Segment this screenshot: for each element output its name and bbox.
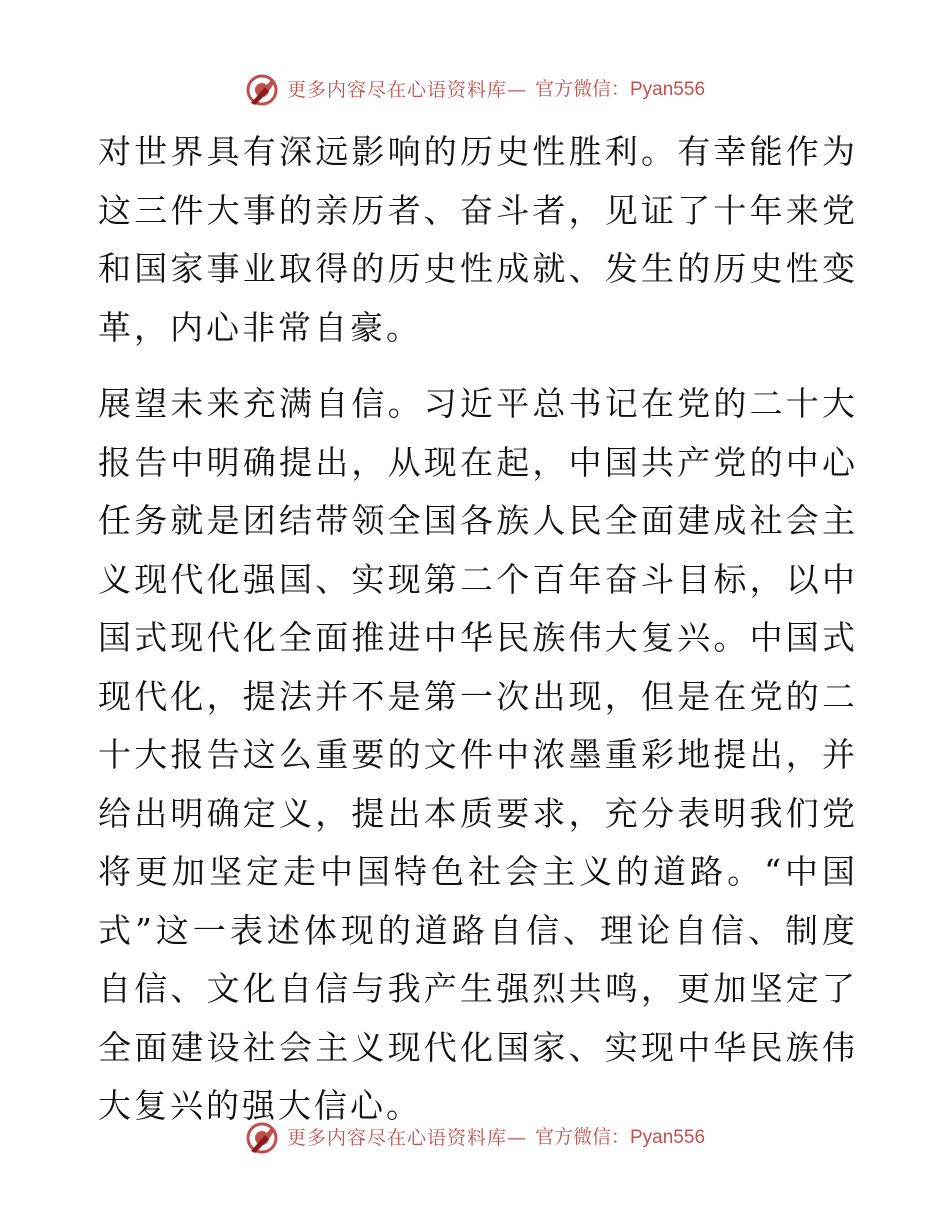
header-banner xyxy=(0,70,950,110)
document-body xyxy=(98,123,858,1136)
paragraph-1: 对世界具有深远影响的历史性胜利。有幸能作为这三件大事的亲历者、奋斗者，见证了十年来党和国家事业取得的历史性成就、发生的历史性变革，内心非常自豪。 xyxy=(98,132,858,347)
paragraph-2: 展望未来充满自信。习近平总书记在党的二十大报告中明确提出，从现在起，中国共产党的中心任务就是团结带领全国各族人民全面建成社会主义现代化强国、实现第二个百年奋斗目标，以中国式现代化全面推进中华民族伟大复兴。中国式现代化，提法并不是第一次出现，但是在党的二十大报告这么重要的文件中浓墨重彩地提出，并给出明确定义，提出本质要求，充分表明我们党将更加坚定走中国特色社会主义的道路。“中国式”这一表述体现的道路自信、理论自信、制度自信、文化自信与我产生强烈共鸣，更加坚定了全面建设社会主义现代化国家、实现中华民族伟大复兴的强大信心。 xyxy=(98,384,858,1125)
site-name: 更多内容尽在心语资料库— xyxy=(286,1127,527,1149)
pen-circle-logo-icon xyxy=(245,1121,279,1155)
pen-circle-logo-icon xyxy=(245,73,279,107)
wechat-id: 官方微信：Pyan556 xyxy=(535,1127,706,1148)
wechat-id: 官方微信：Pyan556 xyxy=(535,79,706,100)
site-name: 更多内容尽在心语资料库— xyxy=(286,79,527,101)
footer-banner xyxy=(0,1118,950,1158)
